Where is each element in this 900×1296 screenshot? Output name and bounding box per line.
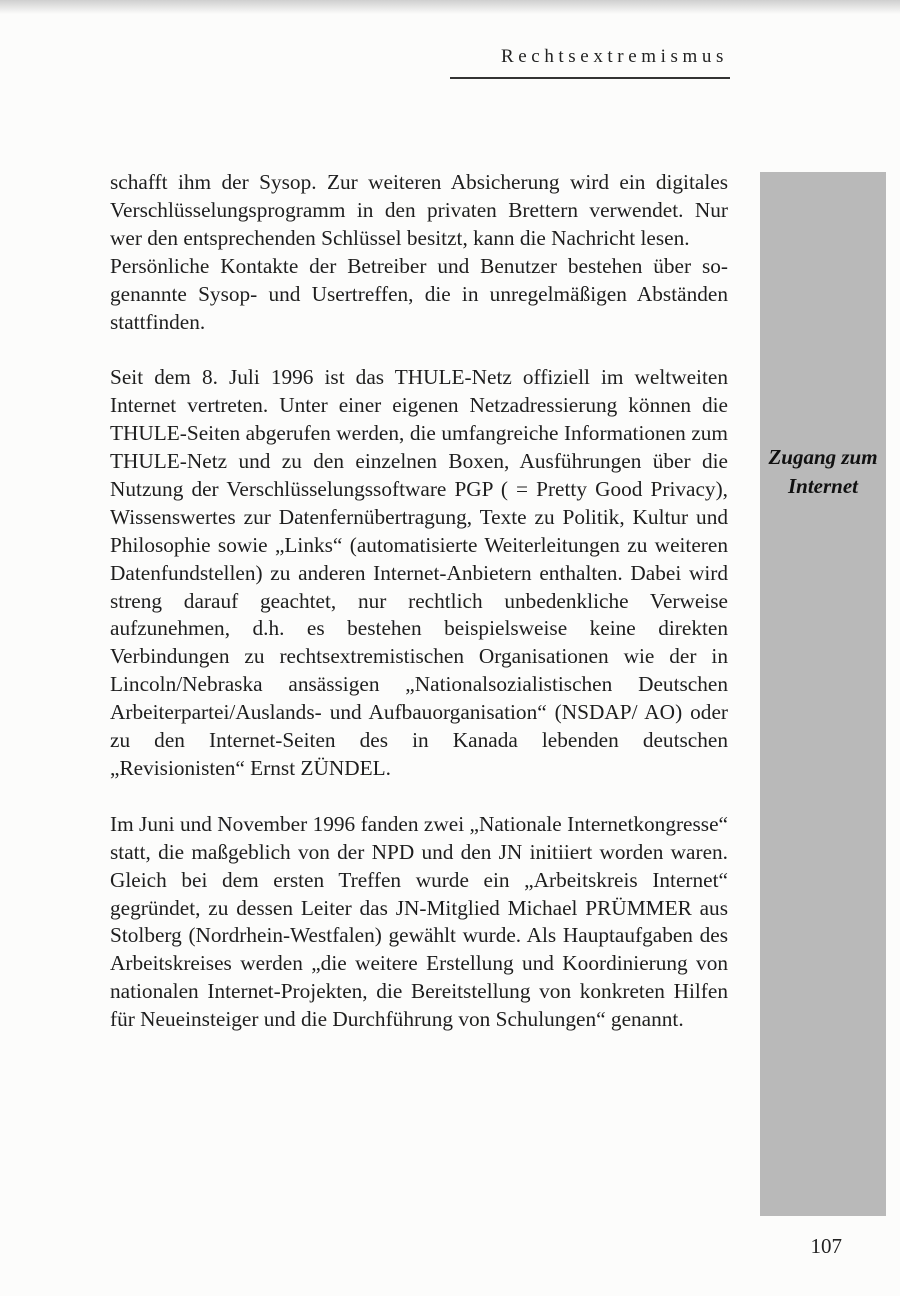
margin-note <box>758 443 888 501</box>
running-header: Rechtsextremismus <box>500 46 728 67</box>
margin-note-line-1: Zugang zum <box>768 445 878 469</box>
paragraph-4: Im Juni und November 1996 fanden zwei „Nationale Internetkongresse“ statt, die maßgeblich von der NPD und den JN initiiert worden waren. Gleich bei dem ersten Treffen wurde ein „Arbeitskreis Internet“ gegründet, zu dessen Leiter das JN-Mitglied Michael PRÜMMER aus Stolberg (Nordrhein-Westfalen) gewählt wurde. Als Hauptaufgaben des Arbeitskreises werden „die weitere Erstellung und Koordinierung von nationalen Internet-Projekten, die Bereitstellung von konkreten Hilfen für Neueinsteiger und die Durchführung von Schulungen“ genannt. <box>110 811 728 1032</box>
margin-sidebar <box>760 172 886 1216</box>
page-number: 107 <box>810 1234 842 1258</box>
header-rule <box>450 77 730 79</box>
paragraph-3: Seit dem 8. Juli 1996 ist das THULE-Netz offiziell im weltweiten Internet vertreten. Unter einer eigenen Netzadressierung können die THULE-Seiten abgerufen werden, die umfangreiche Informationen zum THULE-Netz und zu den einzelnen Boxen, Ausführungen über die Nutzung der Verschlüsselungssoftware PGP ( = Pretty Good Privacy), Wissenswertes zur Datenfernübertragung, Texte zu Politik, Kultur und Philosophie sowie „Links“ (automatisierte Weiterleitungen zu weiteren Datenfundstellen) zu anderen Internet-Anbietern enthalten. Dabei wird streng darauf geachtet, nur rechtlich unbedenkliche Verweise aufzunehmen, d.h. es bestehen beispielsweise keine direkten Verbindungen zu rechtsextremistischen Organisationen wie der in Lincoln/Nebraska ansässigen „Nationalsozialistischen Deutschen Arbeiterpartei/Auslands- und Aufbauorganisation“ (NSDAP/ AO) oder zu den Internet-Seiten des in Kanada lebenden deutschen „Revisionisten“ Ernst ZÜNDEL. <box>110 365 728 781</box>
body-text <box>110 169 728 1034</box>
paragraph-2: Persönliche Kontakte der Betreiber und Benutzer bestehen über sogenannte Sysop- und Usertreffen, die in unregelmäßigen Abständen stattfinden. <box>110 253 728 334</box>
paragraph-1: schafft ihm der Sysop. Zur weiteren Absicherung wird ein digitales Verschlüsselungsprogramm in den privaten Brettern verwendet. Nur wer den entsprechenden Schlüssel besitzt, kann die Nachricht lesen. <box>110 170 728 250</box>
margin-note-line-2: Internet <box>787 474 858 498</box>
scan-edge-shadow <box>0 0 900 14</box>
